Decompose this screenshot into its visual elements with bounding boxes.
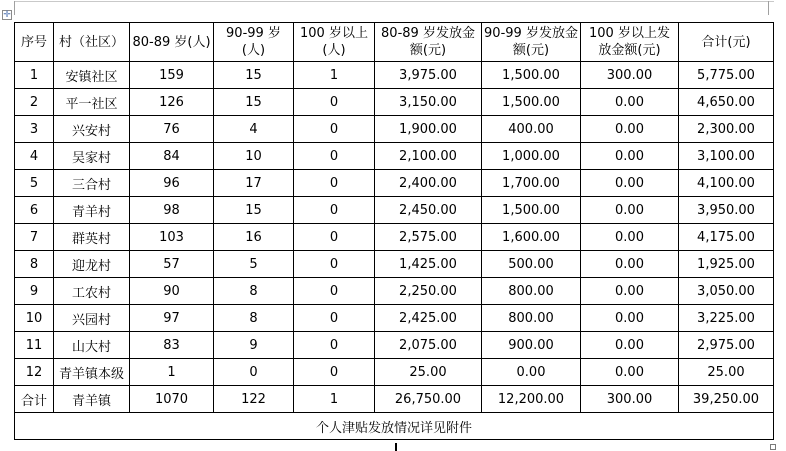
column-header[interactable]: 80-89 岁(人) bbox=[130, 23, 214, 62]
column-header[interactable]: 村（社区） bbox=[54, 23, 130, 62]
table-cell[interactable]: 400.00 bbox=[482, 116, 581, 143]
table-cell[interactable]: 安镇社区 bbox=[54, 62, 130, 89]
table-row bbox=[15, 197, 774, 224]
table-header bbox=[15, 23, 774, 62]
table-cell[interactable]: 2,450.00 bbox=[375, 197, 482, 224]
table-cell[interactable]: 1,500.00 bbox=[482, 197, 581, 224]
table-cell[interactable]: 5,775.00 bbox=[679, 62, 774, 89]
table-cell[interactable]: 4,650.00 bbox=[679, 89, 774, 116]
table-cell[interactable]: 3,950.00 bbox=[679, 197, 774, 224]
table-cell[interactable]: 0 bbox=[294, 278, 375, 305]
table-cell[interactable]: 4 bbox=[214, 116, 294, 143]
table-cell[interactable]: 0.00 bbox=[581, 251, 679, 278]
table-cell[interactable]: 0 bbox=[294, 305, 375, 332]
total-row bbox=[15, 386, 774, 413]
table-cell[interactable]: 1,000.00 bbox=[482, 143, 581, 170]
total-cell[interactable]: 合计 bbox=[15, 386, 54, 413]
table-cell[interactable]: 1,425.00 bbox=[375, 251, 482, 278]
table-cell[interactable]: 0 bbox=[294, 89, 375, 116]
table-cell[interactable]: 4,175.00 bbox=[679, 224, 774, 251]
table-cell[interactable]: 0 bbox=[294, 359, 375, 386]
table-cell[interactable]: 0 bbox=[294, 197, 375, 224]
column-header[interactable]: 90-99 岁(人) bbox=[214, 23, 294, 62]
table-cell[interactable]: 3,975.00 bbox=[375, 62, 482, 89]
table-cell[interactable]: 吴家村 bbox=[54, 143, 130, 170]
table-row bbox=[15, 305, 774, 332]
table-cell[interactable]: 兴园村 bbox=[54, 305, 130, 332]
table-cell[interactable]: 5 bbox=[214, 251, 294, 278]
table-cell[interactable]: 8 bbox=[15, 251, 54, 278]
table-cell[interactable]: 17 bbox=[214, 170, 294, 197]
table-cell[interactable]: 103 bbox=[130, 224, 214, 251]
corner-mark-right bbox=[768, 1, 775, 15]
table-cell[interactable]: 2 bbox=[15, 89, 54, 116]
table-cell[interactable]: 0 bbox=[294, 251, 375, 278]
table-cell[interactable]: 3,050.00 bbox=[679, 278, 774, 305]
table-cell[interactable]: 4 bbox=[15, 143, 54, 170]
table-cell[interactable]: 0 bbox=[294, 170, 375, 197]
table-cell[interactable]: 159 bbox=[130, 62, 214, 89]
total-cell[interactable]: 300.00 bbox=[581, 386, 679, 413]
table-cell[interactable]: 3,150.00 bbox=[375, 89, 482, 116]
table-cell[interactable]: 97 bbox=[130, 305, 214, 332]
total-cell[interactable]: 1070 bbox=[130, 386, 214, 413]
table-cell[interactable]: 12 bbox=[15, 359, 54, 386]
total-cell[interactable]: 39,250.00 bbox=[679, 386, 774, 413]
table-cell[interactable]: 10 bbox=[214, 143, 294, 170]
footnote-cell[interactable]: 个人津贴发放情况详见附件 bbox=[15, 413, 774, 440]
table-cell[interactable]: 0.00 bbox=[581, 116, 679, 143]
table-cell[interactable]: 800.00 bbox=[482, 278, 581, 305]
total-cell[interactable]: 1 bbox=[294, 386, 375, 413]
table-cell[interactable]: 25.00 bbox=[375, 359, 482, 386]
table-cell[interactable]: 9 bbox=[214, 332, 294, 359]
table-cell[interactable]: 1,600.00 bbox=[482, 224, 581, 251]
table-cell[interactable]: 96 bbox=[130, 170, 214, 197]
table-cell[interactable]: 15 bbox=[214, 62, 294, 89]
table-cell[interactable]: 0 bbox=[294, 143, 375, 170]
table-cell[interactable]: 群英村 bbox=[54, 224, 130, 251]
table-cell[interactable]: 0.00 bbox=[581, 278, 679, 305]
table-cell[interactable]: 2,975.00 bbox=[679, 332, 774, 359]
table-row bbox=[15, 143, 774, 170]
table-cell[interactable]: 3,225.00 bbox=[679, 305, 774, 332]
table-cell[interactable]: 2,425.00 bbox=[375, 305, 482, 332]
table-cell[interactable]: 10 bbox=[15, 305, 54, 332]
table-cell[interactable]: 83 bbox=[130, 332, 214, 359]
table-row bbox=[15, 332, 774, 359]
table-cell[interactable]: 15 bbox=[214, 197, 294, 224]
table-cell[interactable]: 8 bbox=[214, 278, 294, 305]
table-cell[interactable]: 工农村 bbox=[54, 278, 130, 305]
total-cell[interactable]: 122 bbox=[214, 386, 294, 413]
table-cell[interactable]: 2,300.00 bbox=[679, 116, 774, 143]
table-row bbox=[15, 278, 774, 305]
table-row bbox=[15, 89, 774, 116]
table-cell[interactable]: 青羊村 bbox=[54, 197, 130, 224]
total-cell[interactable]: 26,750.00 bbox=[375, 386, 482, 413]
column-header[interactable]: 100 岁以上(人) bbox=[294, 23, 375, 62]
table-cell[interactable]: 0.00 bbox=[581, 170, 679, 197]
table-footer bbox=[15, 386, 774, 440]
table-cell[interactable]: 1,700.00 bbox=[482, 170, 581, 197]
table-row bbox=[15, 224, 774, 251]
column-header[interactable]: 合计(元) bbox=[679, 23, 774, 62]
table-cell[interactable]: 0 bbox=[294, 332, 375, 359]
table-cell[interactable]: 1,925.00 bbox=[679, 251, 774, 278]
table-move-handle-icon[interactable]: ✛ bbox=[3, 10, 11, 20]
table-cell[interactable]: 76 bbox=[130, 116, 214, 143]
table-cell[interactable]: 16 bbox=[214, 224, 294, 251]
allowance-table[interactable] bbox=[14, 22, 774, 440]
table-cell[interactable]: 8 bbox=[214, 305, 294, 332]
table-cell[interactable]: 7 bbox=[15, 224, 54, 251]
column-header[interactable]: 90-99 岁发放金额(元) bbox=[482, 23, 581, 62]
table-cell[interactable]: 2,575.00 bbox=[375, 224, 482, 251]
table-cell[interactable]: 4,100.00 bbox=[679, 170, 774, 197]
table-cell[interactable]: 三合村 bbox=[54, 170, 130, 197]
table-row bbox=[15, 359, 774, 386]
table-cell[interactable]: 兴安村 bbox=[54, 116, 130, 143]
table-cell[interactable]: 0.00 bbox=[581, 332, 679, 359]
table-cell[interactable]: 0.00 bbox=[581, 305, 679, 332]
table-cell[interactable]: 0 bbox=[214, 359, 294, 386]
table-cell[interactable]: 90 bbox=[130, 278, 214, 305]
column-header[interactable]: 100 岁以上发放金额(元) bbox=[581, 23, 679, 62]
table-cell[interactable]: 1,500.00 bbox=[482, 89, 581, 116]
table-cell[interactable]: 5 bbox=[15, 170, 54, 197]
text-cursor bbox=[395, 443, 397, 451]
table-cell[interactable]: 11 bbox=[15, 332, 54, 359]
table-body bbox=[15, 62, 774, 386]
footnote-row bbox=[15, 413, 774, 440]
table-cell[interactable]: 0.00 bbox=[581, 359, 679, 386]
table-cell[interactable]: 2,400.00 bbox=[375, 170, 482, 197]
table-cell[interactable]: 84 bbox=[130, 143, 214, 170]
table-cell[interactable]: 1 bbox=[130, 359, 214, 386]
table-cell[interactable]: 3 bbox=[15, 116, 54, 143]
table-cell[interactable]: 2,250.00 bbox=[375, 278, 482, 305]
table-cell[interactable]: 9 bbox=[15, 278, 54, 305]
table-cell[interactable]: 2,100.00 bbox=[375, 143, 482, 170]
table-cell[interactable]: 900.00 bbox=[482, 332, 581, 359]
table-cell[interactable]: 1,900.00 bbox=[375, 116, 482, 143]
table-cell[interactable]: 25.00 bbox=[679, 359, 774, 386]
table-cell[interactable]: 0.00 bbox=[581, 89, 679, 116]
table-cell[interactable]: 500.00 bbox=[482, 251, 581, 278]
table-row bbox=[15, 251, 774, 278]
table-row bbox=[15, 170, 774, 197]
table-cell[interactable]: 0 bbox=[294, 224, 375, 251]
table-resize-handle-icon[interactable] bbox=[770, 444, 776, 450]
total-cell[interactable]: 青羊镇 bbox=[54, 386, 130, 413]
table-cell[interactable]: 1,500.00 bbox=[482, 62, 581, 89]
total-cell[interactable]: 12,200.00 bbox=[482, 386, 581, 413]
table-cell[interactable]: 迎龙村 bbox=[54, 251, 130, 278]
table-row bbox=[15, 62, 774, 89]
header-row bbox=[15, 23, 774, 62]
table-cell[interactable]: 山大村 bbox=[54, 332, 130, 359]
table-cell[interactable]: 98 bbox=[130, 197, 214, 224]
table-cell[interactable]: 126 bbox=[130, 89, 214, 116]
table-cell[interactable]: 0.00 bbox=[482, 359, 581, 386]
table-row bbox=[15, 116, 774, 143]
column-header[interactable]: 80-89 岁发放金额(元) bbox=[375, 23, 482, 62]
table-cell[interactable]: 0 bbox=[294, 116, 375, 143]
table-cell[interactable]: 6 bbox=[15, 197, 54, 224]
table-cell[interactable]: 57 bbox=[130, 251, 214, 278]
table-cell[interactable]: 青羊镇本级 bbox=[54, 359, 130, 386]
table-cell[interactable]: 0.00 bbox=[581, 143, 679, 170]
table-cell[interactable]: 3,100.00 bbox=[679, 143, 774, 170]
table-cell[interactable]: 15 bbox=[214, 89, 294, 116]
page-top-border bbox=[14, 1, 774, 2]
column-header[interactable]: 序号 bbox=[15, 23, 54, 62]
table-cell[interactable]: 800.00 bbox=[482, 305, 581, 332]
table-cell[interactable]: 300.00 bbox=[581, 62, 679, 89]
table-cell[interactable]: 平一社区 bbox=[54, 89, 130, 116]
table-cell[interactable]: 1 bbox=[15, 62, 54, 89]
table-cell[interactable]: 0.00 bbox=[581, 224, 679, 251]
table-cell[interactable]: 0.00 bbox=[581, 197, 679, 224]
table-cell[interactable]: 1 bbox=[294, 62, 375, 89]
table-cell[interactable]: 2,075.00 bbox=[375, 332, 482, 359]
